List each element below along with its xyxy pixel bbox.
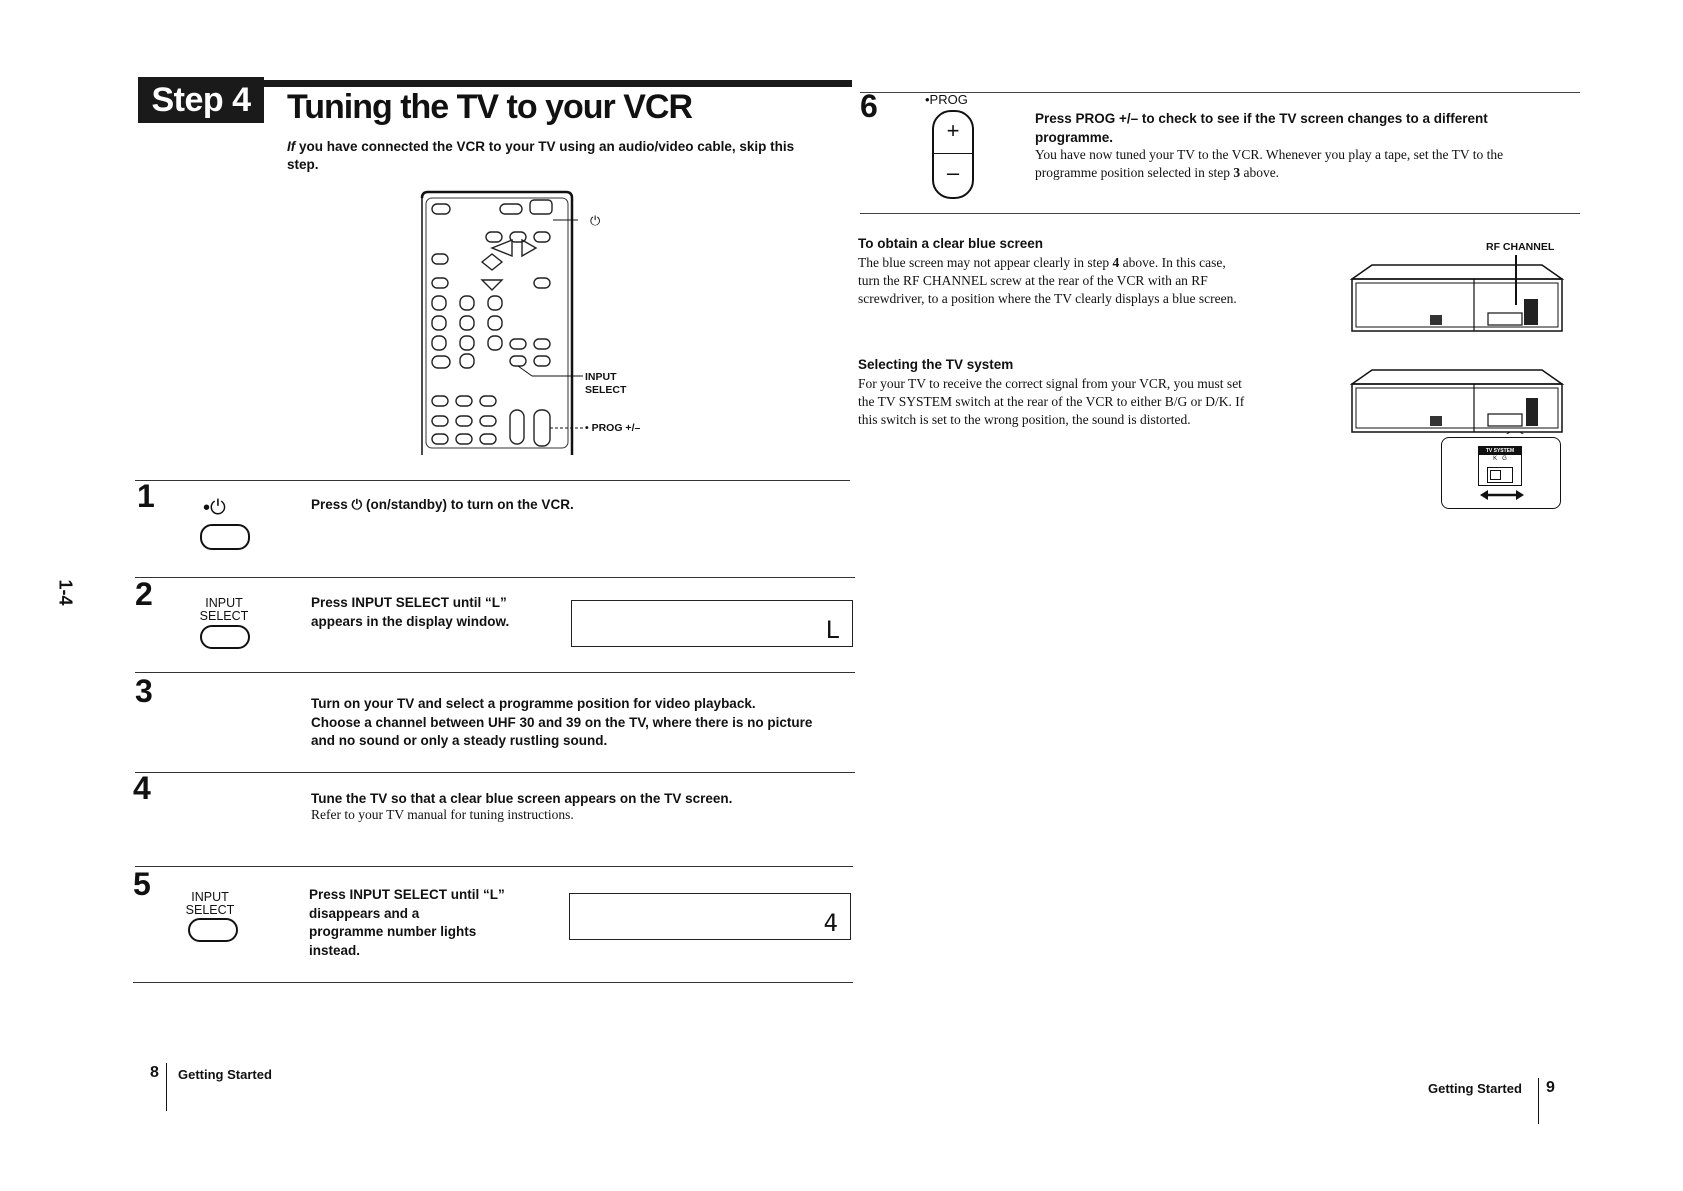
tv-system-line1: For your TV to receive the correct signal from your VCR, you must set [858,376,1242,391]
step6-heading-1: Press PROG +/– to check to see if the TV screen changes to a different [1035,111,1488,126]
left-page-number: 8 [150,1064,159,1081]
step2-icon-label [196,597,252,623]
step1-power-icon-label: •⏻ [203,497,226,519]
tv-system-heading: Selecting the TV system [858,357,1014,372]
right-footer-bar [1538,1078,1539,1124]
step5-button-icon [188,918,238,942]
step6-prog-button [932,110,974,199]
tv-system-switch-slider [1487,467,1513,483]
page-subtitle [287,138,827,174]
step5-text-3: programme number lights [309,924,477,939]
right-page-number: 9 [1546,1079,1555,1096]
blue-screen-line1c: above. In this case, [1119,255,1226,270]
remote-control-illustration [418,190,583,460]
left-footer-bar [166,1063,167,1111]
step1-text: Press ⏻ (on/standby) to turn on the VCR. [311,497,574,512]
subtitle-italic: If [287,139,296,154]
blue-screen-line1 [858,254,1237,272]
step6-number: 6 [860,88,878,124]
power-label: ⏻ [590,213,601,228]
rf-channel-label: RF CHANNEL [1486,241,1555,253]
step2-text-2: appears in the display window. [311,613,510,629]
blue-screen-heading: To obtain a clear blue screen [858,236,1044,251]
step3-number: 3 [135,673,153,709]
blue-screen-line3: screwdriver, to a position where the TV clearly displays a blue screen. [858,291,1237,306]
tv-system-line3: this switch is set to the wrong position, the sound is distorted. [858,412,1191,427]
title-bar [264,80,852,87]
tv-system-switch-label: TV SYSTEM [1479,447,1521,455]
step1-rule [135,480,850,481]
step3-text [311,695,812,751]
step2-display-char: L [825,616,840,644]
blue-screen-text [858,254,1237,308]
step6-note [1035,146,1503,182]
vcr-rear-tvsystem-illustration [1350,368,1565,434]
step3-text-3: and no sound or only a steady rustling sound. [311,733,608,748]
step6-note-2a: programme position selected in step [1035,165,1234,180]
blue-screen-line1b: 4 [1112,255,1120,270]
step5-text-4: instead. [309,942,361,958]
step5-text-1: Press INPUT SELECT until “L” [309,887,505,902]
vcr-rear-rf-illustration [1350,255,1565,335]
input-select-label-2: SELECT [585,384,627,396]
step6-heading [1035,110,1488,147]
step3-text-1: Turn on your TV and select a programme position for video playback. [311,696,756,711]
step2-icon-label-1: INPUT [205,596,243,610]
step3-rule [135,672,855,673]
step6-note-2c: above. [1240,165,1280,180]
step1-button-icon [200,524,250,550]
subtitle-rest: you have connected the VCR to your TV using an audio/video cable, skip this step. [287,139,795,172]
step4-rule [135,772,855,773]
step2-number: 2 [135,576,153,612]
bottom-rule [133,982,853,983]
tv-system-k: K [1493,456,1498,462]
step4-text: Tune the TV so that a clear blue screen appears on the TV screen. [311,791,733,806]
step1-number: 1 [137,478,155,514]
page-title: Tuning the TV to your VCR [287,88,692,126]
step3-text-2: Choose a channel between UHF 30 and 39 on the TV, where there is no picture [311,714,813,730]
side-marker: 1-4 [55,579,76,606]
step4-number: 4 [133,770,151,806]
step6-top-rule [860,92,1580,93]
step6-note-2b: 3 [1233,165,1241,180]
step5-icon-label-1: INPUT [191,890,229,904]
tv-system-switch-knob [1490,470,1501,480]
input-select-label [585,371,626,397]
step6-heading-2: programme. [1035,129,1114,145]
step5-display-char: 4 [823,909,838,937]
step6-note-2 [1035,164,1503,182]
step6-prog-label: •PROG [925,92,968,107]
tv-system-text [858,375,1244,429]
tv-system-line2: the TV SYSTEM switch at the rear of the VCR to either B/G or D/K. If [858,394,1245,409]
input-select-label-1: INPUT [585,371,617,383]
step6-note-1: You have now tuned your TV to the VCR. Whenever you play a tape, set the TV to the [1035,147,1504,162]
step2-text [311,594,509,631]
left-footer-section: Getting Started [178,1067,272,1082]
step5-icon-label [182,891,238,917]
right-footer-section: Getting Started [1428,1081,1522,1096]
step6-bottom-rule [860,213,1580,214]
double-arrow-icon [1480,488,1524,502]
step2-text-1: Press INPUT SELECT until “L” [311,595,507,610]
step5-rule [135,866,853,867]
step-badge: Step 4 [138,77,264,123]
step2-display-window [571,600,853,647]
step4-note: Refer to your TV manual for tuning instructions. [311,807,574,822]
step2-button-icon [200,625,250,649]
step6-minus: – [946,160,960,185]
tv-system-g: G [1502,456,1507,462]
step2-icon-label-2: SELECT [199,609,249,623]
step6-prog-divider [934,153,972,154]
prog-label: • PROG +/– [585,422,641,434]
tv-system-switch-panel [1478,446,1522,486]
step2-rule [135,577,855,578]
step5-text [309,886,505,960]
blue-screen-line2: turn the RF CHANNEL screw at the rear of the VCR with an RF [858,273,1208,288]
tv-system-switch-box [1441,437,1561,509]
step6-plus: + [946,118,960,143]
blue-screen-line1a: The blue screen may not appear clearly in step [858,255,1113,270]
step5-display-window [569,893,851,940]
step5-number: 5 [133,866,151,902]
step5-icon-label-2: SELECT [185,903,235,917]
step5-text-2: disappears and a [309,905,420,921]
tv-system-switch-kg [1479,455,1521,463]
